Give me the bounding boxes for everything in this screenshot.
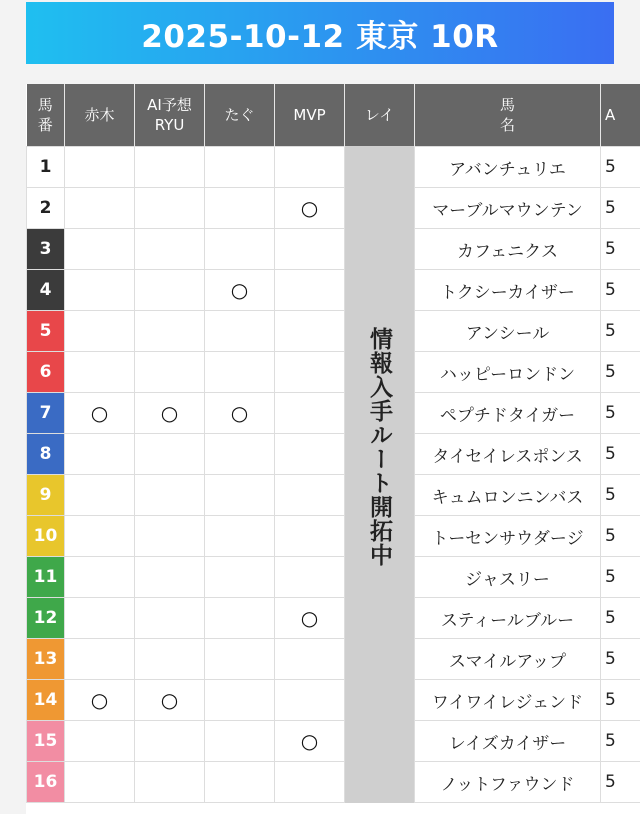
horse-number: 10 — [27, 516, 65, 557]
horse-extra-value: 5 — [601, 229, 640, 270]
mark-mvp — [275, 762, 345, 803]
mark-ai — [135, 147, 205, 188]
mark-akagi — [65, 516, 135, 557]
mark-ai — [135, 721, 205, 762]
mark-akagi — [65, 721, 135, 762]
prediction-table — [26, 84, 640, 803]
table-row — [27, 434, 640, 475]
mark-tagu: ○ — [205, 393, 275, 434]
table-row — [27, 229, 640, 270]
header-ai-ryu: AI予想 RYU — [135, 84, 205, 147]
table-row — [27, 721, 640, 762]
horse-name: マーブルマウンテン — [415, 188, 601, 229]
horse-number: 15 — [27, 721, 65, 762]
mark-ai — [135, 352, 205, 393]
horse-extra-value: 5 — [601, 393, 640, 434]
horse-extra-value: 5 — [601, 516, 640, 557]
mark-akagi — [65, 311, 135, 352]
mark-tagu — [205, 147, 275, 188]
mark-mvp — [275, 475, 345, 516]
horse-name: レイズカイザー — [415, 721, 601, 762]
table-row — [27, 680, 640, 721]
table-row — [27, 393, 640, 434]
horse-extra-value: 5 — [601, 475, 640, 516]
header-umaban: 馬 番 — [27, 84, 65, 147]
horse-number: 7 — [27, 393, 65, 434]
horse-extra-value: 5 — [601, 147, 640, 188]
table-row — [27, 147, 640, 188]
horse-name: スティールブルー — [415, 598, 601, 639]
horse-name: キュムロンニンバス — [415, 475, 601, 516]
horse-name: ペプチドタイガー — [415, 393, 601, 434]
header-extra: A — [601, 84, 640, 147]
mark-tagu — [205, 475, 275, 516]
horse-extra-value: 5 — [601, 311, 640, 352]
mark-akagi — [65, 475, 135, 516]
header-rei: レイ — [345, 84, 415, 147]
horse-number: 9 — [27, 475, 65, 516]
table-row — [27, 557, 640, 598]
mark-ai: ○ — [135, 393, 205, 434]
horse-name: ジャスリー — [415, 557, 601, 598]
mark-tagu: ○ — [205, 270, 275, 311]
horse-name: アンシール — [415, 311, 601, 352]
horse-name: スマイルアップ — [415, 639, 601, 680]
mark-akagi — [65, 352, 135, 393]
mark-mvp — [275, 352, 345, 393]
mark-ai — [135, 475, 205, 516]
horse-name: ハッピーロンドン — [415, 352, 601, 393]
mark-tagu — [205, 434, 275, 475]
mark-ai — [135, 311, 205, 352]
mark-mvp — [275, 147, 345, 188]
horse-number: 3 — [27, 229, 65, 270]
table-row — [27, 639, 640, 680]
horse-number: 4 — [27, 270, 65, 311]
mark-ai — [135, 229, 205, 270]
mark-mvp — [275, 229, 345, 270]
horse-number: 5 — [27, 311, 65, 352]
mark-akagi: ○ — [65, 393, 135, 434]
horse-number: 1 — [27, 147, 65, 188]
horse-number: 2 — [27, 188, 65, 229]
horse-extra-value: 5 — [601, 557, 640, 598]
mark-mvp — [275, 557, 345, 598]
mark-ai — [135, 598, 205, 639]
mark-ai — [135, 762, 205, 803]
horse-extra-value: 5 — [601, 598, 640, 639]
horse-number: 6 — [27, 352, 65, 393]
horse-number: 12 — [27, 598, 65, 639]
horse-number: 11 — [27, 557, 65, 598]
horse-name: カフェニクス — [415, 229, 601, 270]
mark-tagu — [205, 516, 275, 557]
mark-tagu — [205, 188, 275, 229]
mark-ai — [135, 557, 205, 598]
mark-tagu — [205, 598, 275, 639]
horse-number: 8 — [27, 434, 65, 475]
mark-mvp: ○ — [275, 721, 345, 762]
table-row — [27, 598, 640, 639]
horse-number: 16 — [27, 762, 65, 803]
mark-akagi — [65, 557, 135, 598]
table-row — [27, 516, 640, 557]
mark-akagi — [65, 229, 135, 270]
mark-mvp — [275, 680, 345, 721]
horse-name: トーセンサウダージ — [415, 516, 601, 557]
mark-akagi — [65, 762, 135, 803]
mark-akagi — [65, 434, 135, 475]
horse-extra-value: 5 — [601, 639, 640, 680]
horse-extra-value: 5 — [601, 270, 640, 311]
table-row — [27, 311, 640, 352]
mark-mvp — [275, 393, 345, 434]
horse-extra-value: 5 — [601, 680, 640, 721]
mark-tagu — [205, 680, 275, 721]
mark-tagu — [205, 311, 275, 352]
table-row — [27, 475, 640, 516]
mark-ai — [135, 270, 205, 311]
mark-ai — [135, 188, 205, 229]
header-horse-name: 馬 名 — [415, 84, 601, 147]
rei-column-note — [345, 147, 415, 803]
mark-mvp: ○ — [275, 188, 345, 229]
mark-akagi — [65, 147, 135, 188]
header-tagu: たぐ — [205, 84, 275, 147]
header-mvp: MVP — [275, 84, 345, 147]
horse-extra-value: 5 — [601, 188, 640, 229]
table-row — [27, 352, 640, 393]
mark-tagu — [205, 721, 275, 762]
mark-ai — [135, 516, 205, 557]
mark-tagu — [205, 639, 275, 680]
horse-name: ノットファウンド — [415, 762, 601, 803]
horse-extra-value: 5 — [601, 721, 640, 762]
mark-tagu — [205, 229, 275, 270]
horse-name: アバンチュリエ — [415, 147, 601, 188]
table-header-row — [27, 84, 640, 147]
mark-akagi — [65, 188, 135, 229]
mark-tagu — [205, 352, 275, 393]
horse-name: トクシーカイザー — [415, 270, 601, 311]
mark-ai: ○ — [135, 680, 205, 721]
horse-extra-value: 5 — [601, 352, 640, 393]
mark-akagi — [65, 639, 135, 680]
horse-name: タイセイレスポンス — [415, 434, 601, 475]
mark-akagi: ○ — [65, 680, 135, 721]
mark-akagi — [65, 598, 135, 639]
page-title: 2025-10-12 東京 10R — [26, 2, 614, 64]
table-row — [27, 270, 640, 311]
mark-mvp — [275, 270, 345, 311]
mark-ai — [135, 434, 205, 475]
horse-extra-value: 5 — [601, 762, 640, 803]
mark-mvp — [275, 434, 345, 475]
horse-number: 13 — [27, 639, 65, 680]
table-row — [27, 188, 640, 229]
mark-mvp — [275, 311, 345, 352]
mark-tagu — [205, 557, 275, 598]
table-row — [27, 762, 640, 803]
horse-name: ワイワイレジェンド — [415, 680, 601, 721]
header-akagi: 赤木 — [65, 84, 135, 147]
rei-note-text: 情報入手ルート開拓中 — [366, 327, 392, 567]
mark-mvp — [275, 516, 345, 557]
mark-akagi — [65, 270, 135, 311]
mark-mvp: ○ — [275, 598, 345, 639]
prediction-table-container[interactable] — [26, 84, 640, 814]
horse-extra-value: 5 — [601, 434, 640, 475]
mark-mvp — [275, 639, 345, 680]
mark-tagu — [205, 762, 275, 803]
mark-ai — [135, 639, 205, 680]
horse-number: 14 — [27, 680, 65, 721]
